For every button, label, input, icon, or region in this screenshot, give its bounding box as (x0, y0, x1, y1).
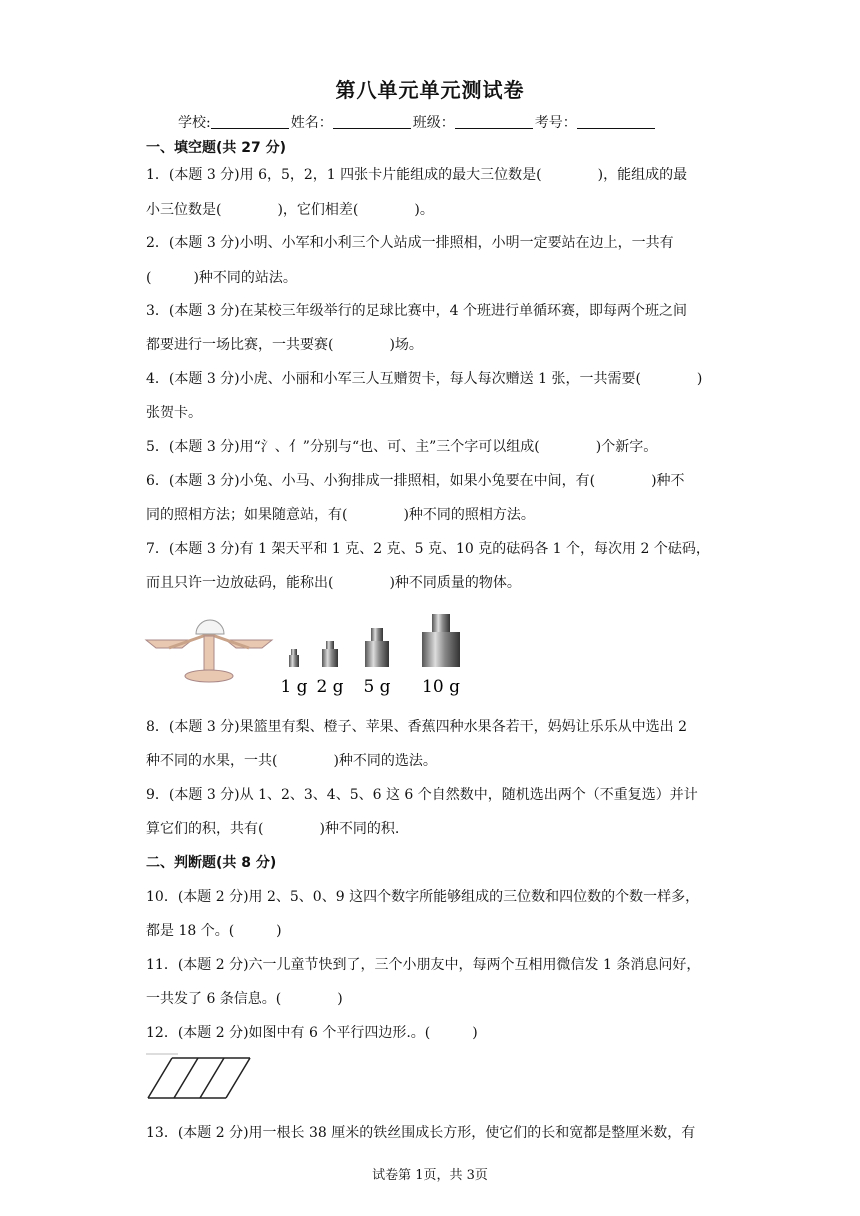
balance-scale-icon (146, 620, 272, 682)
question-line: 3．(本题 3 分)在某校三年级举行的足球比赛中，4 个班进行单循环赛，即每两个班之间 (146, 303, 687, 319)
question-line: 同的照相方法；如果随意站，有( )种不同的照相方法。 (146, 507, 535, 523)
question-line: ( )种不同的站法。 (146, 270, 297, 286)
parallelograms-figure (144, 1052, 256, 1104)
section-true-false: 二、判断题(共 8 分) (146, 855, 277, 871)
question-line: 10．(本题 2 分)用 2、5、0、9 这四个数字所能够组成的三位数和四位数的个数一样多， (146, 889, 700, 905)
class-label: 班级： (412, 115, 455, 131)
section-fill-blank: 一、填空题(共 27 分) (146, 140, 287, 156)
weight-1g-label: 1 g (280, 677, 308, 697)
question-line: 6．(本题 3 分)小兔、小马、小狗排成一排照相，如果小兔要在中间，有( )种不 (146, 473, 685, 489)
exam-no-label: 考号： (534, 115, 577, 131)
question-line: 一共发了 6 条信息。( ) (146, 991, 343, 1007)
question-line: 1．(本题 3 分)用 6，5，2，1 四张卡片能组成的最大三位数是( )，能组成的最 (146, 167, 688, 183)
question-line: 都要进行一场比赛，一共要赛( )场。 (146, 337, 423, 353)
weight-2g-icon (322, 641, 338, 667)
question-line: 13．(本题 2 分)用一根长 38 厘米的铁丝围成长方形，使它们的长和宽都是整厘米数，有 (146, 1125, 696, 1141)
question-line: 2．(本题 3 分)小明、小军和小利三个人站成一排照相，小明一定要站在边上，一共有 (146, 235, 674, 251)
question-line: 7．(本题 3 分)有 1 架天平和 1 克、2 克、5 克、10 克的砝码各 1 个，每次用 2 个砝码， (146, 541, 710, 557)
weight-10g-label: 10 g (422, 677, 460, 697)
question-line: 算它们的积，共有( )种不同的积. (146, 821, 400, 837)
exam-no-field[interactable] (577, 114, 655, 129)
page-title: 第八单元单元测试卷 (335, 78, 525, 102)
weight-5g-icon (365, 628, 389, 667)
student-info (178, 112, 657, 132)
page-footer: 试卷第 1页，共 3页 (372, 1168, 488, 1183)
name-label: 姓名： (290, 115, 333, 131)
balance-weights-figure (144, 612, 474, 700)
question-line: 8．(本题 3 分)果篮里有梨、橙子、苹果、香蕉四种水果各若干，妈妈让乐乐从中选出 2 (146, 719, 687, 735)
weight-5g-label: 5 g (363, 677, 391, 697)
question-line: 4．(本题 3 分)小虎、小丽和小军三人互赠贺卡，每人每次赠送 1 张，一共需要( ) (146, 371, 703, 387)
question-line: 张贺卡。 (146, 405, 202, 421)
question-line: 9．(本题 3 分)从 1、2、3、4、5、6 这 6 个自然数中，随机选出两个（不重复选）并计 (146, 787, 698, 803)
question-line: 而且只许一边放砝码，能称出( )种不同质量的物体。 (146, 575, 521, 591)
question-line: 小三位数是( )，它们相差( )。 (146, 202, 434, 218)
weight-1g-icon (289, 649, 299, 667)
question-line: 种不同的水果，一共( )种不同的选法。 (146, 753, 437, 769)
school-label: 学校: (178, 115, 211, 131)
name-field[interactable] (333, 114, 411, 129)
question-line: 都是 18 个。( ) (146, 923, 282, 939)
school-field[interactable] (211, 114, 289, 129)
question-line: 11．(本题 2 分)六一儿童节快到了，三个小朋友中，每两个互相用微信发 1 条消息问好， (146, 957, 701, 973)
question-line: 12．(本题 2 分)如图中有 6 个平行四边形.。( ) (146, 1025, 478, 1041)
class-field[interactable] (455, 114, 533, 129)
weight-10g-icon (422, 614, 460, 667)
question-line: 5．(本题 3 分)用“氵、亻”分别与“也、可、主”三个字可以组成( )个新字。 (146, 439, 658, 455)
weight-2g-label: 2 g (316, 677, 344, 697)
